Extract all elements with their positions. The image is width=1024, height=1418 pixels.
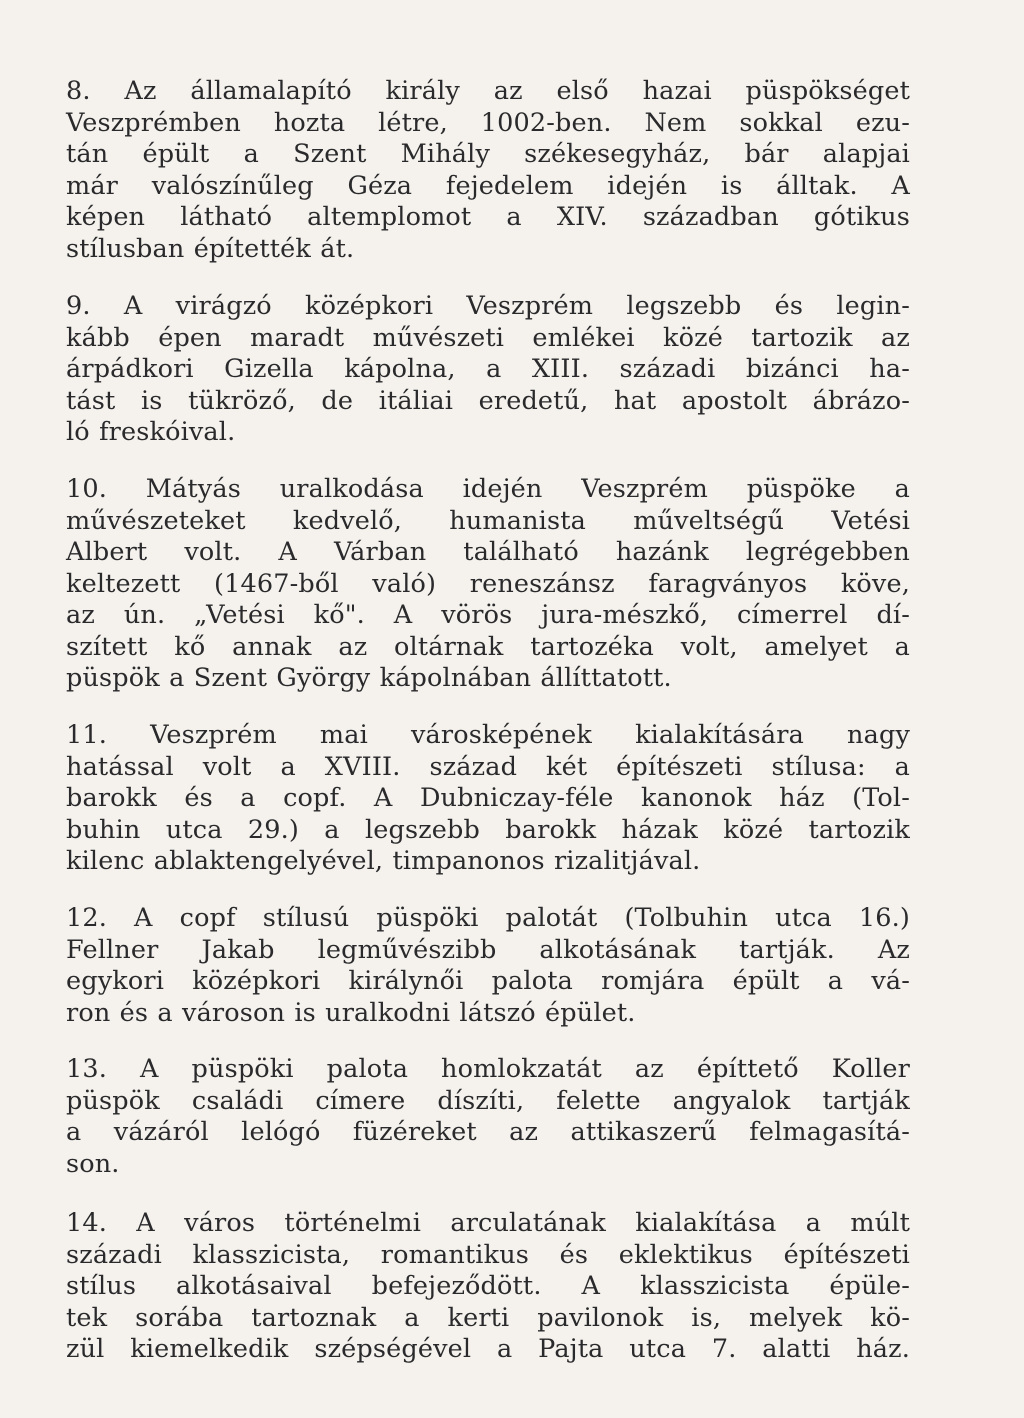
paragraph-line: stílus alkotásaival befejeződött. A klasszicista épüle-: [66, 1271, 910, 1301]
paragraph-line: kább épen maradt művészeti emlékei közé tartozik az: [66, 322, 910, 353]
paragraph-line: buhin utca 29.) a legszebb barokk házak közé tartozik: [66, 814, 910, 845]
paragraph-line: püspök a Szent György kápolnában állíttatott.: [66, 663, 672, 693]
paragraph-line: keltezett (1467-ből való) reneszánsz faragványos köve,: [66, 568, 910, 599]
paragraph-line: stílusban építették át.: [66, 233, 355, 264]
paragraph-line: kilenc ablaktengelyével, timpanonos rizalitjával.: [66, 846, 701, 876]
paragraph-line: 12. A copf stílusú püspöki palotát (Tolbuhin utca 16.): [66, 903, 910, 933]
paragraph-line: ron és a városon is uralkodni látszó épület.: [66, 997, 636, 1028]
paragraph-line: tek sorába tartoznak a kerti pavilonok is, melyek kö-: [66, 1302, 910, 1333]
paragraph-line: a vázáról lelógó füzéreket az attikaszerű felmagasítá-: [66, 1117, 910, 1147]
paragraph-line: 13. A püspöki palota homlokzatát az építtető Koller: [66, 1054, 910, 1084]
paragraph-line: 9. A virágzó középkori Veszprém legszebb és legin-: [66, 291, 910, 321]
paragraph-line: tán épült a Szent Mihály székesegyház, bár alapjai: [66, 139, 910, 169]
paragraph-line: 14. A város történelmi arculatának kialakítása a múlt: [66, 1208, 910, 1238]
paragraph-10: [66, 474, 910, 695]
paragraph-13: [66, 1054, 910, 1180]
paragraph-line: Veszprémben hozta létre, 1002-ben. Nem sokkal ezu-: [66, 107, 910, 138]
paragraph-line: 10. Mátyás uralkodása idején Veszprém püspöke a: [66, 474, 910, 504]
paragraph-line: püspök családi címere díszíti, felette angyalok tartják: [66, 1085, 910, 1116]
paragraph-line: már valószínűleg Géza fejedelem idején is álltak. A: [66, 170, 910, 201]
paragraph-line: 8. Az államalapító király az első hazai püspökséget: [66, 76, 910, 106]
paragraph-8: [66, 76, 910, 265]
paragraph-line: ló freskóival.: [66, 417, 236, 447]
paragraph-line: son.: [66, 1148, 120, 1179]
paragraph-line: 11. Veszprém mai városképének kialakítására nagy: [66, 720, 910, 750]
paragraph-line: szített kő annak az oltárnak tartozéka volt, amelyet a: [66, 631, 910, 662]
paragraph-line: művészeteket kedvelő, humanista műveltségű Vetési: [66, 505, 910, 536]
paragraph-line: egykori középkori királynői palota romjára épült a vá-: [66, 966, 910, 996]
paragraph-line: tást is tükröző, de itáliai eredetű, hat apostolt ábrázo-: [66, 385, 910, 416]
paragraph-9: [66, 291, 910, 449]
paragraph-line: századi klasszicista, romantikus és eklektikus építészeti: [66, 1239, 910, 1270]
paragraph-line: árpádkori Gizella kápolna, a XIII. századi bizánci ha-: [66, 354, 910, 384]
paragraph-line: Albert volt. A Várban található hazánk legrégebben: [66, 537, 910, 567]
paragraph-line: az ún. „Vetési kő". A vörös jura-mészkő, címerrel dí-: [66, 600, 910, 630]
paragraph-line: hatással volt a XVIII. század két építészeti stílusa: a: [66, 751, 910, 782]
paragraph-line: Fellner Jakab legművészibb alkotásának tartják. Az: [66, 934, 910, 965]
paragraph-12: [66, 903, 910, 1029]
paragraph-line: zül kiemelkedik szépségével a Pajta utca 7. alatti ház.: [66, 1334, 910, 1364]
paragraph-line: barokk és a copf. A Dubniczay-féle kanonok ház (Tol-: [66, 783, 910, 813]
paragraph-11: [66, 720, 910, 878]
paragraph-line: képen látható altemplomot a XIV. században gótikus: [66, 202, 910, 232]
paragraph-14: [66, 1208, 910, 1366]
